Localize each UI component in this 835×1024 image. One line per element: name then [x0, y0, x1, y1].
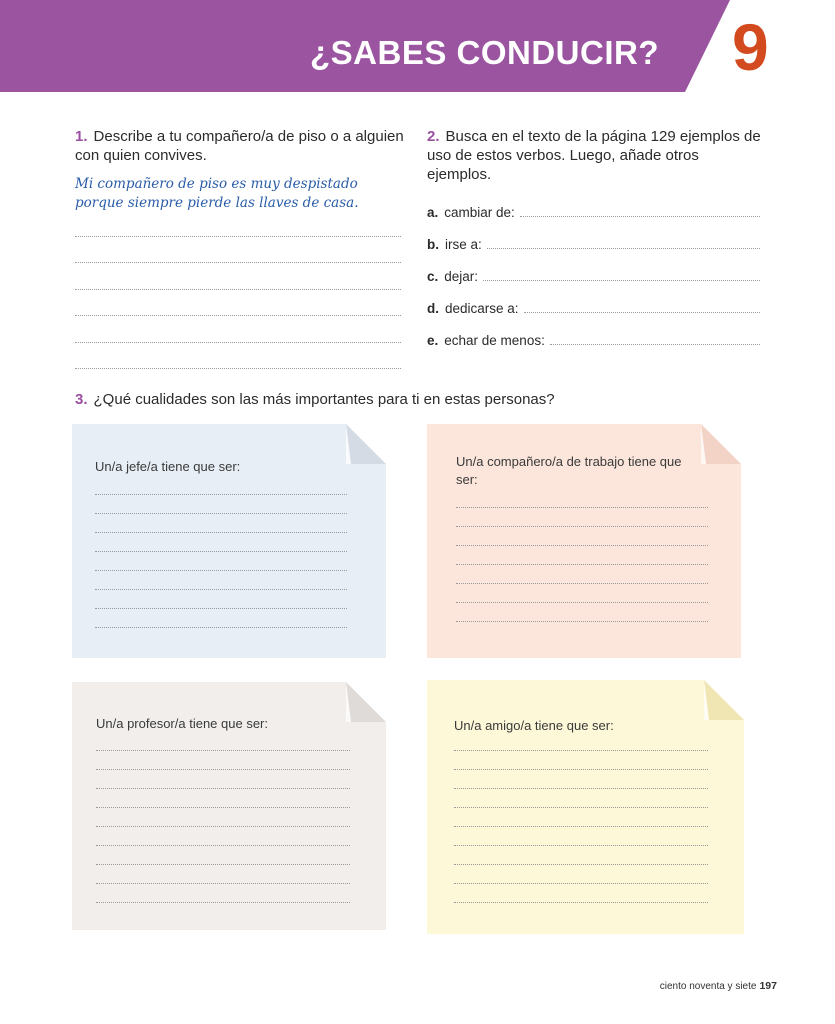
note-answer-line[interactable]	[95, 627, 347, 628]
note-answer-line[interactable]	[96, 750, 350, 751]
page-number: 197	[759, 980, 777, 992]
note-answer-line[interactable]	[454, 769, 708, 770]
note-answer-line[interactable]	[96, 845, 350, 846]
exercise-2-number: 2.	[427, 128, 440, 145]
note-answer-line[interactable]	[454, 807, 708, 808]
verb-item-letter: c.	[427, 269, 439, 284]
note-answer-line[interactable]	[454, 883, 708, 884]
page-number-words: ciento noventa y siete	[659, 981, 757, 992]
exercise-2-instruction	[427, 127, 767, 184]
exercise-1-answer-line[interactable]	[75, 342, 401, 343]
verb-answer-line[interactable]	[524, 312, 760, 313]
note-card-coworker	[427, 424, 741, 658]
note-answer-line[interactable]	[456, 621, 708, 622]
note-card-boss	[72, 424, 386, 658]
exercise-1-answer-line[interactable]	[75, 315, 401, 316]
note-answer-line[interactable]	[454, 826, 708, 827]
note-answer-line[interactable]	[454, 864, 708, 865]
verb-item-letter: e.	[427, 333, 439, 348]
note-prompt: Un/a compañero/a de trabajo tiene que ser:	[456, 454, 682, 487]
verb-item-label: dejar:	[444, 269, 479, 284]
exercise-1-number: 1.	[75, 128, 88, 145]
page-footer	[660, 980, 777, 992]
note-answer-line[interactable]	[95, 589, 347, 590]
unit-number: 9	[732, 10, 769, 84]
verb-item-label: echar de menos:	[444, 333, 545, 348]
exercise-1-answer-line[interactable]	[75, 289, 401, 290]
exercise-1-sample-answer: Mi compañero de piso es muy despistado porque siempre pierde las llaves de casa.	[75, 176, 359, 211]
exercise-1-answer-line[interactable]	[75, 262, 401, 263]
verb-answer-line[interactable]	[487, 248, 760, 249]
note-prompt: Un/a profesor/a tiene que ser:	[96, 716, 268, 731]
note-answer-line[interactable]	[95, 532, 347, 533]
exercise-1-answer-line[interactable]	[75, 236, 401, 237]
note-answer-line[interactable]	[454, 845, 708, 846]
note-prompt: Un/a amigo/a tiene que ser:	[454, 718, 614, 733]
verb-item	[427, 296, 760, 316]
verb-answer-line[interactable]	[520, 216, 760, 217]
verb-answer-line[interactable]	[550, 344, 760, 345]
note-card-teacher	[72, 682, 386, 930]
verb-item	[427, 264, 760, 284]
note-answer-line[interactable]	[456, 564, 708, 565]
page-title: ¿SABES CONDUCIR?	[309, 34, 659, 71]
verb-item	[427, 200, 760, 220]
note-answer-line[interactable]	[96, 788, 350, 789]
note-answer-line[interactable]	[456, 526, 708, 527]
note-card-friend	[427, 680, 744, 934]
verb-item	[427, 232, 760, 252]
verb-item-label: dedicarse a:	[445, 301, 519, 316]
note-prompt: Un/a jefe/a tiene que ser:	[95, 459, 241, 474]
note-answer-line[interactable]	[96, 883, 350, 884]
note-answer-line[interactable]	[454, 788, 708, 789]
verb-item-letter: a.	[427, 205, 439, 220]
verb-item	[427, 328, 760, 348]
note-answer-line[interactable]	[96, 864, 350, 865]
verb-item-label: cambiar de:	[444, 205, 515, 220]
note-answer-line[interactable]	[95, 608, 347, 609]
note-answer-line[interactable]	[96, 807, 350, 808]
note-answer-line[interactable]	[95, 551, 347, 552]
note-answer-line[interactable]	[454, 902, 708, 903]
note-answer-line[interactable]	[456, 545, 708, 546]
exercise-3-instruction	[75, 390, 775, 409]
note-answer-line[interactable]	[95, 513, 347, 514]
exercise-2-text: Busca en el texto de la página 129 ejemplos de uso de estos verbos. Luego, añade otros ejemplos.	[427, 128, 761, 183]
verb-item-letter: d.	[427, 301, 439, 316]
note-answer-line[interactable]	[96, 902, 350, 903]
note-answer-line[interactable]	[96, 769, 350, 770]
note-answer-line[interactable]	[454, 750, 708, 751]
verb-answer-line[interactable]	[483, 280, 760, 281]
note-answer-line[interactable]	[95, 570, 347, 571]
exercise-1-text: Describe a tu compañero/a de piso o a alguien con quien convives.	[75, 128, 404, 164]
note-answer-line[interactable]	[456, 602, 708, 603]
note-answer-line[interactable]	[456, 507, 708, 508]
exercise-3-text: ¿Qué cualidades son las más importantes para ti en estas personas?	[93, 391, 555, 408]
exercise-3-number: 3.	[75, 391, 88, 408]
note-answer-line[interactable]	[95, 494, 347, 495]
verb-item-label: irse a:	[445, 237, 482, 252]
exercise-1-answer-line[interactable]	[75, 368, 401, 369]
note-answer-line[interactable]	[96, 826, 350, 827]
verb-item-letter: b.	[427, 237, 439, 252]
exercise-1-instruction	[75, 127, 405, 165]
note-answer-line[interactable]	[456, 583, 708, 584]
